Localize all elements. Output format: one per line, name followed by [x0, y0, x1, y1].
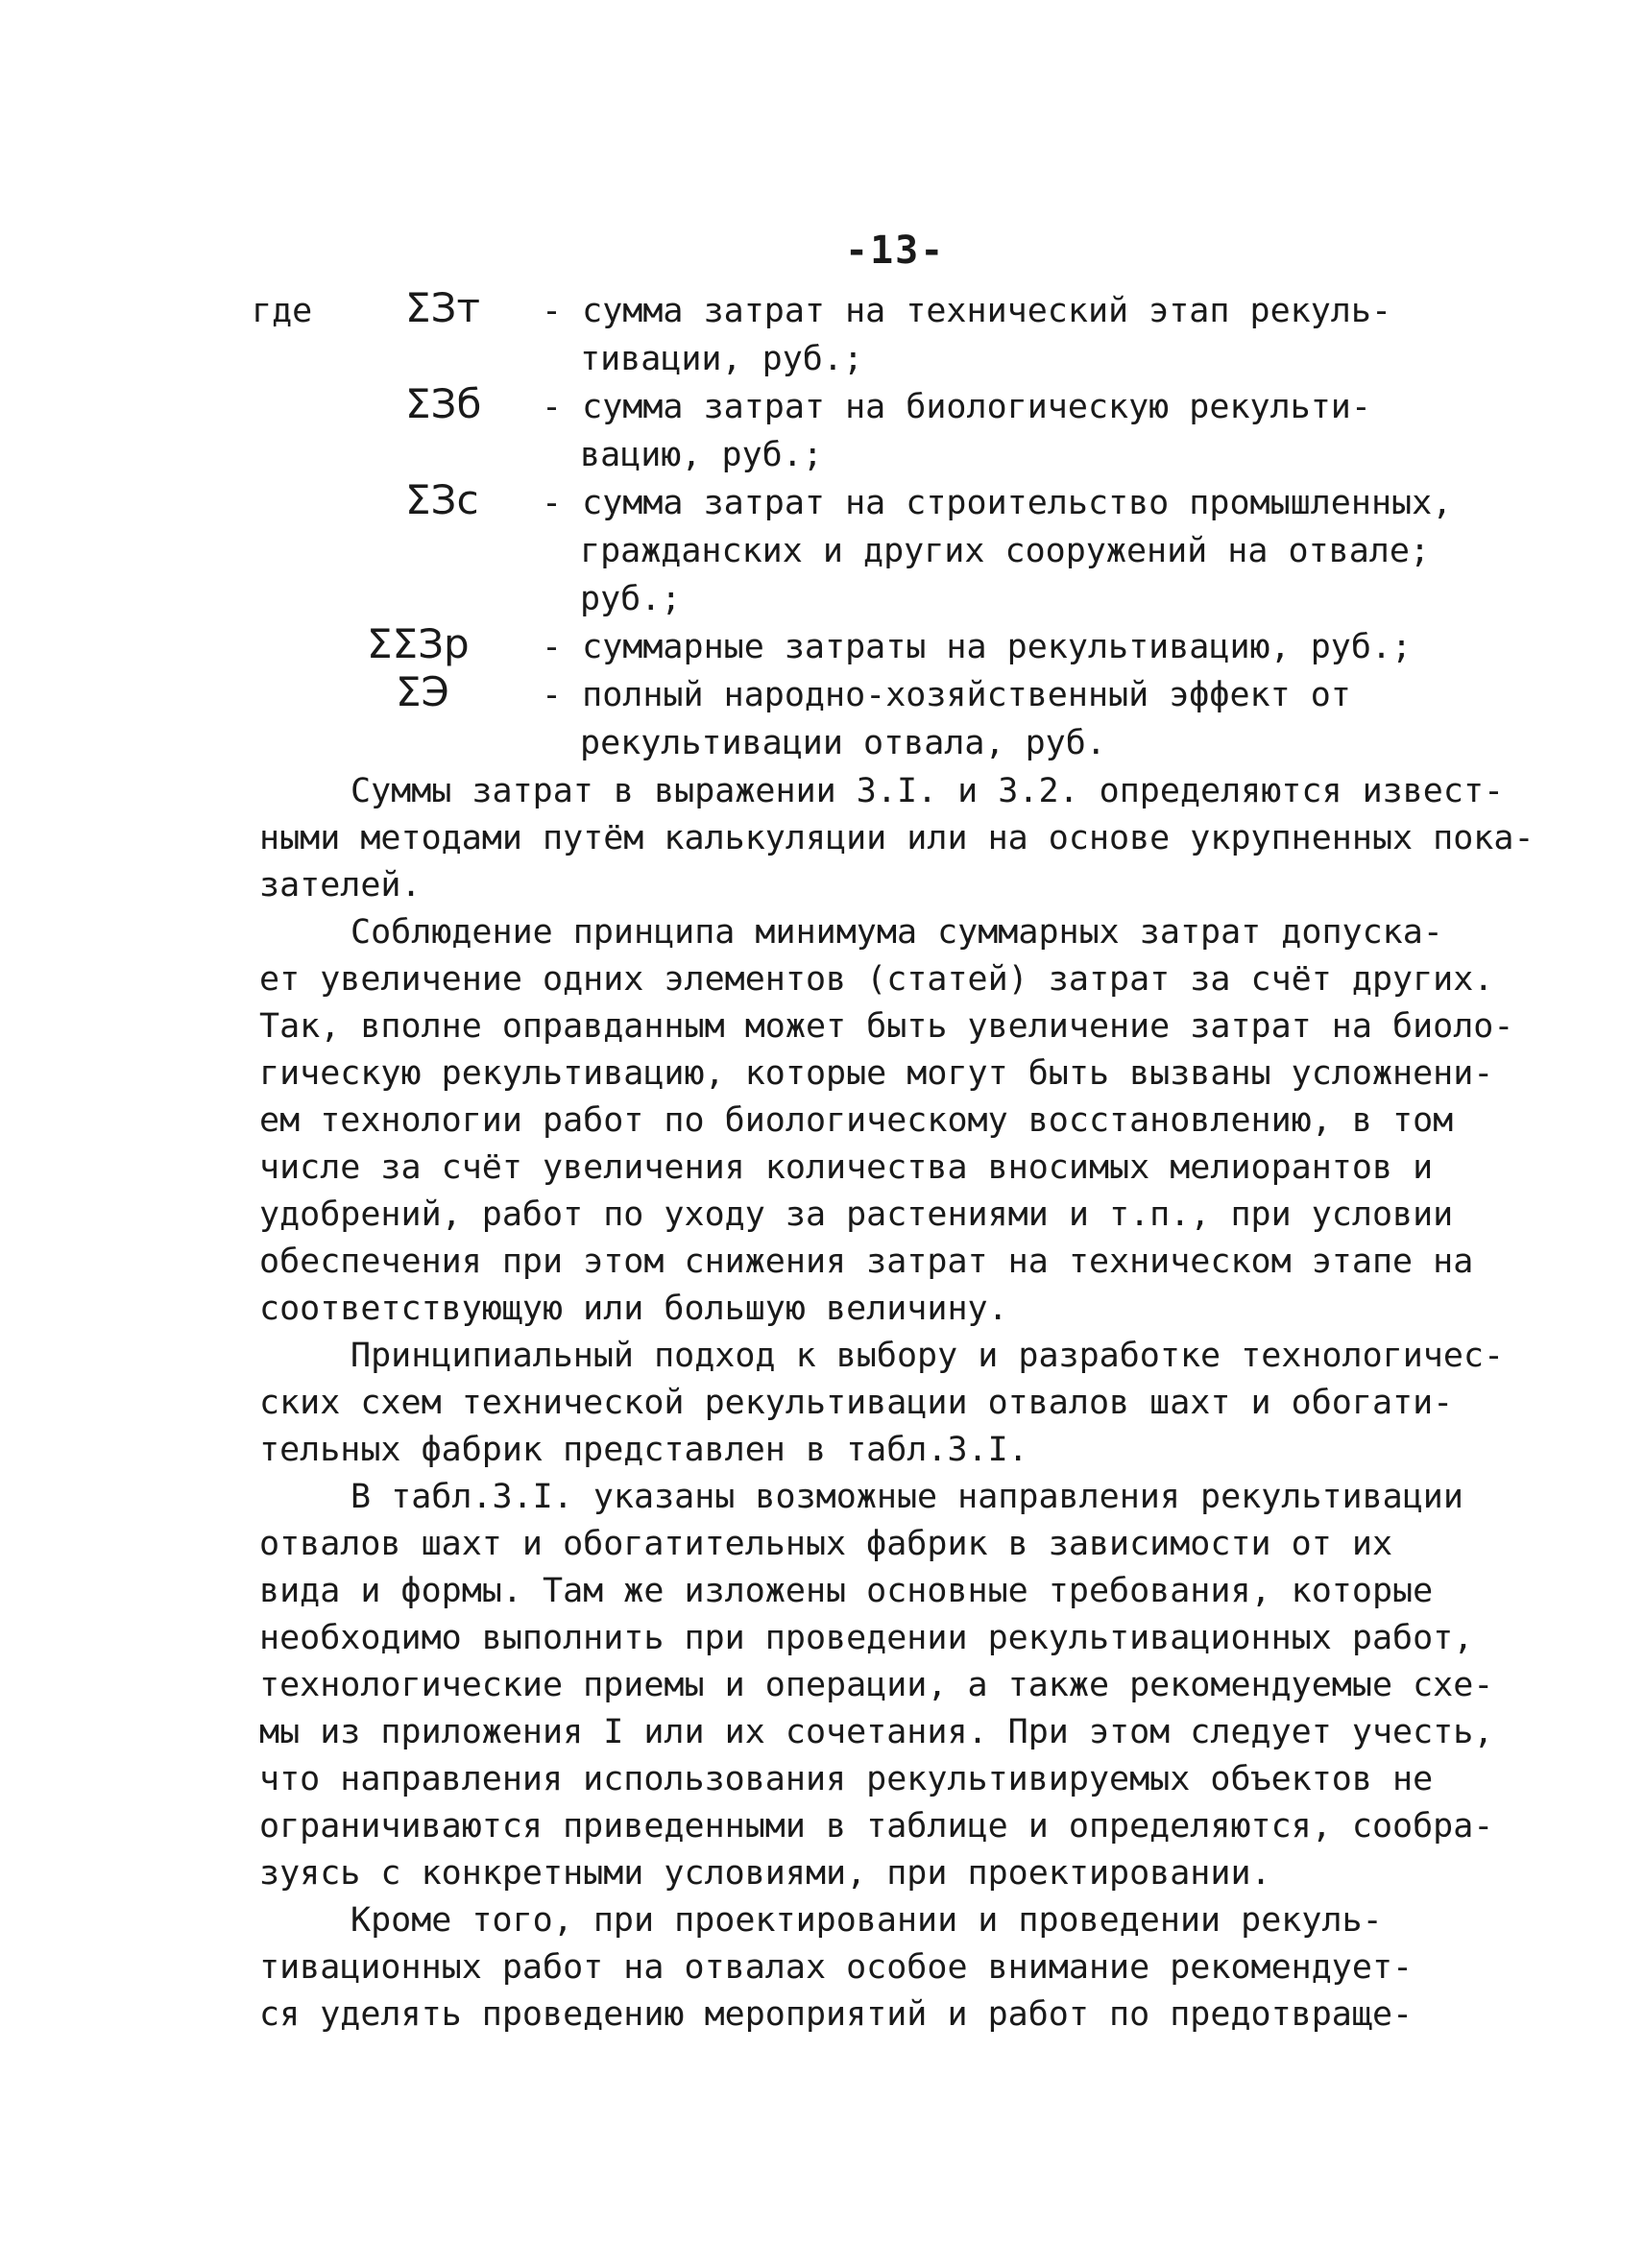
definition-symbol: ΣΣЗр — [367, 620, 470, 667]
body-text — [259, 768, 1535, 2039]
paragraph-line: ся уделять проведению мероприятий и работ по предотвраще- — [259, 1995, 1414, 2034]
paragraph-line: ными методами путём калькуляции или на основе укрупненных пока- — [259, 819, 1535, 857]
paragraph-line: соответствующую или большую величину. — [259, 1290, 1008, 1328]
definition-continuation — [252, 722, 1500, 770]
paragraph-line: ограничиваются приведенными в таблице и определяются, сообра- — [259, 1807, 1494, 1846]
definition-symbol: ΣЗб — [405, 380, 482, 427]
paragraph-line: зуясь с конкретными условиями, при проектировании. — [259, 1854, 1271, 1893]
paragraph-line: Суммы затрат в выражении 3.I. и 3.2. определяются извест- — [351, 772, 1505, 810]
definition-row — [252, 476, 1500, 530]
paragraph-line: необходимо выполнить при проведении рекультивационных работ, — [259, 1619, 1474, 1657]
definition-row — [252, 380, 1500, 434]
definition-text: - полный народно-хозяйственный эффект от — [542, 676, 1351, 714]
paragraph-line: что направления использования рекультивируемых объектов не — [259, 1760, 1434, 1798]
page-number: -13- — [845, 229, 946, 273]
paragraph-line: В табл.3.I. указаны возможные направления рекультивации — [351, 1478, 1463, 1516]
paragraph-line: обеспечения при этом снижения затрат на техническом этапе на — [259, 1243, 1474, 1281]
paragraph-line: удобрений, работ по уходу за растениями и т.п., при условии — [259, 1195, 1454, 1234]
definition-symbol: ΣЗт — [405, 284, 480, 331]
paragraph-line: тивационных работ на отвалах особое внимание рекомендует- — [259, 1948, 1414, 1987]
paragraph-line: ем технологии работ по биологическому восстановлению, в том — [259, 1101, 1454, 1140]
definition-text: руб.; — [580, 580, 682, 618]
definition-text: тивации, руб.; — [580, 340, 864, 378]
paragraph-line: Так, вполне оправданным может быть увеличение затрат на биоло- — [259, 1007, 1514, 1046]
definition-text: - суммарные затраты на рекультивацию, руб.; — [542, 628, 1413, 666]
paragraph-line: тельных фабрик представлен в табл.3.I. — [259, 1431, 1028, 1469]
definition-row — [252, 284, 1500, 338]
definition-text: рекультивации отвала, руб. — [580, 724, 1106, 762]
paragraph-line: Соблюдение принципа минимума суммарных затрат допуска- — [351, 913, 1443, 952]
where-word: где — [252, 292, 313, 330]
paragraph-line: гическую рекультивацию, которые могут быть вызваны усложнени- — [259, 1054, 1494, 1093]
definition-continuation — [252, 338, 1500, 386]
definition-text: - сумма затрат на биологическую рекульти- — [542, 388, 1371, 426]
paragraph-line: Кроме того, при проектировании и проведении рекуль- — [351, 1901, 1383, 1940]
definition-symbol: ΣЭ — [396, 668, 449, 715]
paragraph-line: вида и формы. Там же изложены основные требования, которые — [259, 1572, 1434, 1610]
definition-text: - сумма затрат на технический этап рекуль- — [542, 292, 1392, 330]
definitions-list — [252, 284, 1500, 770]
definition-text: - сумма затрат на строительство промышленных, — [542, 484, 1453, 522]
paragraph-line: технологические приемы и операции, а также рекомендуемые схе- — [259, 1666, 1494, 1704]
definition-continuation — [252, 530, 1500, 578]
definition-text: гражданских и других сооружений на отвале; — [580, 532, 1431, 570]
paragraph-line: ет увеличение одних элементов (статей) затрат за счёт других. — [259, 960, 1494, 999]
definition-continuation — [252, 434, 1500, 482]
definition-symbol: ΣЗс — [405, 476, 479, 523]
definition-row — [252, 668, 1500, 722]
paragraph-line: Принципиальный подход к выбору и разработке технологичес- — [351, 1337, 1505, 1375]
definition-continuation — [252, 578, 1500, 626]
paragraph-line: ских схем технической рекультивации отвалов шахт и обогати- — [259, 1384, 1454, 1422]
paragraph-line: мы из приложения I или их сочетания. При этом следует учесть, — [259, 1713, 1494, 1751]
paragraph-line: отвалов шахт и обогатительных фабрик в зависимости от их — [259, 1525, 1393, 1563]
paragraph-line: зателей. — [259, 866, 422, 905]
definition-row — [252, 620, 1500, 674]
definition-text: вацию, руб.; — [580, 436, 823, 474]
paragraph-line: числе за счёт увеличения количества вносимых мелиорантов и — [259, 1148, 1434, 1187]
